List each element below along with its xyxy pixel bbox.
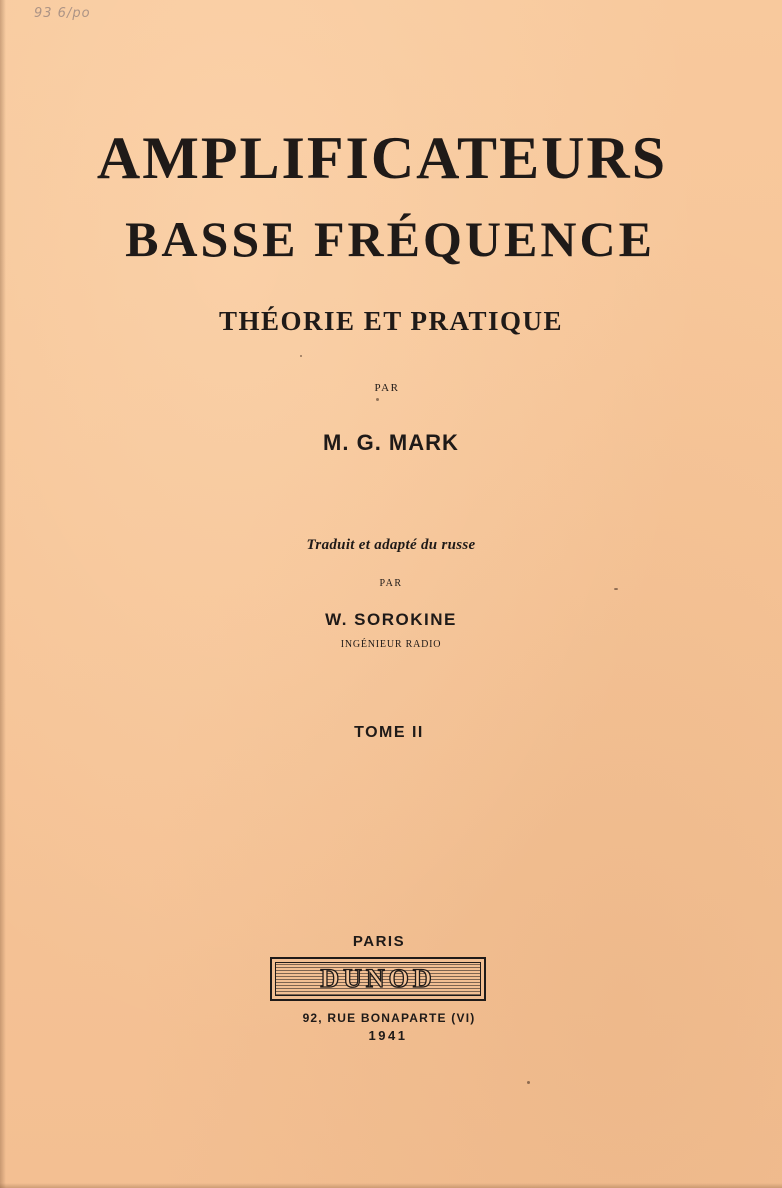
publisher-logo (270, 957, 486, 1001)
translator-name: W. SOROKINE (325, 610, 457, 629)
paper-speck (614, 588, 618, 590)
publisher-logo-frame (275, 962, 481, 996)
publisher-address: 92, RUE BONAPARTE (VI) (302, 1011, 476, 1025)
author-name: M. G. MARK (323, 430, 459, 455)
translator-role: INGÉNIEUR RADIO (340, 639, 442, 650)
title-line-2: BASSE FRÉQUENCE (125, 211, 655, 267)
volume-label: TOME II (354, 724, 424, 741)
publication-year: 1941 (368, 1028, 408, 1043)
subtitle: THÉORIE ET PRATIQUE (218, 306, 564, 336)
translator-by-label: PAR (379, 578, 403, 589)
title-line-1: AMPLIFICATEURS (96, 125, 668, 191)
handwritten-note: 93 6/po (34, 6, 91, 21)
paper-speck (300, 355, 302, 357)
translation-note: Traduit et adapté du russe (306, 537, 476, 553)
bottom-edge-shadow (0, 1183, 782, 1188)
author-by-label: PAR (374, 382, 400, 394)
paper-speck (376, 398, 379, 401)
publisher-city: PARIS (352, 933, 406, 950)
paper-speck (527, 1081, 530, 1084)
publisher-logo-text: DUNOD (320, 964, 436, 993)
